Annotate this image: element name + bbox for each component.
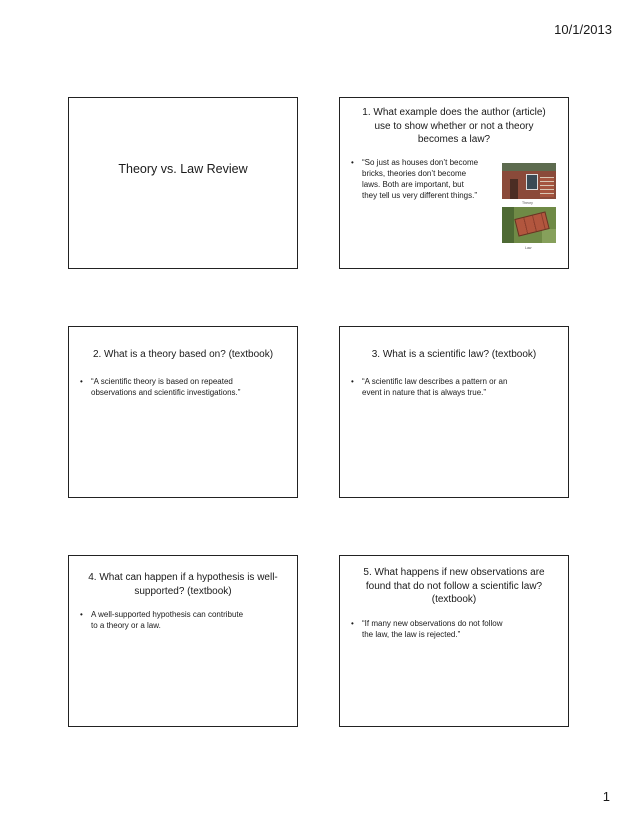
- question-title: [340, 106, 568, 147]
- bullet-icon: •: [80, 610, 83, 619]
- answer-bullet: [340, 376, 568, 398]
- answer-bullet: [69, 376, 297, 398]
- slide-3-question-2: [68, 326, 298, 498]
- question-title: [340, 566, 568, 607]
- bullet-line: the law, the law is rejected.”: [362, 629, 461, 639]
- bullet-line: they tell us very different things.”: [362, 190, 478, 200]
- question-title: [69, 571, 297, 598]
- image-caption-theory: Theory: [522, 201, 533, 205]
- title-line: 4. What can happen if a hypothesis is well-: [88, 572, 278, 583]
- bullet-line: “So just as houses don’t become: [362, 157, 479, 167]
- title-line: 1. What example does the author (article): [362, 107, 546, 118]
- bullet-icon: •: [351, 618, 354, 628]
- bullet-line: “A scientific law describes a pattern or an: [362, 376, 508, 386]
- house-image: [502, 163, 556, 199]
- date-header: 10/1/2013: [554, 22, 612, 37]
- slide-1-title: [68, 97, 298, 269]
- slide-2-question-1: [339, 97, 569, 269]
- slide-4-question-3: [339, 326, 569, 498]
- title-line: 3. What is a scientific law? (textbook): [371, 349, 537, 360]
- slide-5-question-4: [68, 555, 298, 727]
- bullet-line: “A scientific theory is based on repeated: [91, 376, 233, 386]
- title-line: found that do not follow a scientific law?: [365, 580, 543, 592]
- bullet-line: bricks, theories don’t become: [362, 168, 467, 178]
- answer-bullet: [340, 618, 568, 640]
- brick-image: [502, 207, 556, 243]
- bullet-line: observations and scientific investigations.”: [91, 387, 241, 397]
- title-line: (textbook): [431, 594, 477, 605]
- bullet-line: “If many new observations do not follow: [362, 618, 503, 628]
- bullet-icon: •: [80, 376, 83, 386]
- answer-bullet: [69, 609, 297, 631]
- image-caption-law: Law: [525, 246, 532, 250]
- title-line: 2. What is a theory based on? (textbook): [92, 349, 274, 360]
- bullet-line: event in nature that is always true.”: [362, 387, 487, 397]
- page-number: 1: [602, 789, 610, 804]
- question-title: [69, 348, 297, 362]
- title-line: supported? (textbook): [134, 585, 232, 597]
- bullet-line: to a theory or a law.: [91, 621, 161, 630]
- slide-title: Theory vs. Law Review: [118, 162, 248, 176]
- title-line: use to show whether or not a theory: [374, 120, 534, 132]
- title-line: becomes a law?: [417, 134, 491, 145]
- bullet-icon: •: [351, 376, 354, 386]
- title-line: 5. What happens if new observations are: [363, 567, 545, 578]
- slide-6-question-5: [339, 555, 569, 727]
- question-title: [340, 348, 568, 362]
- bullet-line: A well-supported hypothesis can contribute: [91, 610, 244, 619]
- bullet-icon: •: [351, 157, 354, 167]
- bullet-line: laws. Both are important, but: [362, 179, 464, 189]
